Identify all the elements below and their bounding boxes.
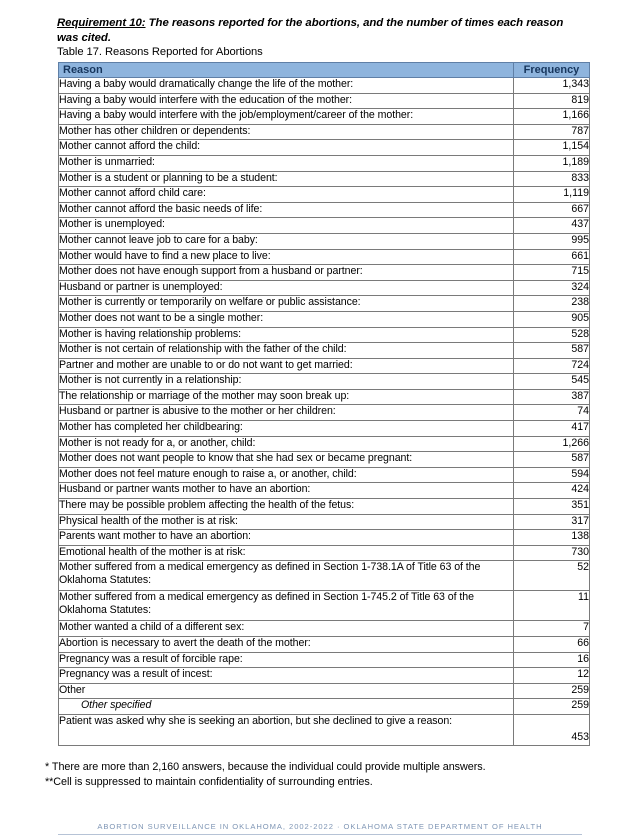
reason-cell: Mother cannot afford child care:	[59, 187, 514, 203]
reason-cell: Mother has completed her childbearing:	[59, 421, 514, 437]
frequency-cell: 16	[514, 652, 590, 668]
table-row	[59, 171, 590, 187]
table-row	[59, 514, 590, 530]
frequency-cell: 545	[514, 374, 590, 390]
table-row	[59, 155, 590, 171]
table-row	[59, 714, 590, 745]
reason-cell: Mother cannot afford the basic needs of life:	[59, 202, 514, 218]
table-row	[59, 78, 590, 94]
reason-cell: Mother is unemployed:	[59, 218, 514, 234]
frequency-cell: 259	[514, 699, 590, 715]
frequency-cell: 730	[514, 545, 590, 561]
reason-cell: Physical health of the mother is at risk:	[59, 514, 514, 530]
frequency-cell: 715	[514, 265, 590, 281]
frequency-cell: 417	[514, 421, 590, 437]
table-row	[59, 93, 590, 109]
reason-cell: Mother would have to find a new place to live:	[59, 249, 514, 265]
table-row	[59, 233, 590, 249]
footnote-item: **Cell is suppressed to maintain confidentiality of surrounding entries.	[45, 775, 373, 788]
frequency-cell: 238	[514, 296, 590, 312]
reason-cell: Other specified	[59, 699, 514, 715]
frequency-cell: 995	[514, 233, 590, 249]
reason-cell: Mother does not feel mature enough to raise a, or another, child:	[59, 467, 514, 483]
frequency-cell: 317	[514, 514, 590, 530]
frequency-cell: 324	[514, 280, 590, 296]
reason-cell: Partner and mother are unable to or do not want to get married:	[59, 358, 514, 374]
reason-cell: The relationship or marriage of the mother may soon break up:	[59, 389, 514, 405]
frequency-cell: 787	[514, 124, 590, 140]
frequency-cell: 594	[514, 467, 590, 483]
frequency-cell: 74	[514, 405, 590, 421]
table-row	[59, 683, 590, 699]
reason-cell: Husband or partner is unemployed:	[59, 280, 514, 296]
frequency-cell: 667	[514, 202, 590, 218]
reason-cell: Husband or partner wants mother to have an abortion:	[59, 483, 514, 499]
reason-cell: Mother does not want people to know that she had sex or became pregnant:	[59, 452, 514, 468]
reason-cell: Mother is currently or temporarily on welfare or public assistance:	[59, 296, 514, 312]
table-row	[59, 467, 590, 483]
table-row	[59, 311, 590, 327]
frequency-cell: 1,154	[514, 140, 590, 156]
frequency-cell: 528	[514, 327, 590, 343]
reason-cell: Husband or partner is abusive to the mother or her children:	[59, 405, 514, 421]
table-body	[59, 78, 590, 746]
reason-cell: Mother suffered from a medical emergency as defined in Section 1-738.1A of Title 63 of the Oklahoma Statutes:	[59, 561, 514, 591]
reason-cell: Mother is having relationship problems:	[59, 327, 514, 343]
frequency-cell: 259	[514, 683, 590, 699]
reason-cell: Mother does not want to be a single mother:	[59, 311, 514, 327]
frequency-cell: 11	[514, 591, 590, 621]
frequency-cell: 437	[514, 218, 590, 234]
frequency-cell: 1,189	[514, 155, 590, 171]
table-header	[59, 63, 590, 78]
table-header-row	[59, 63, 590, 78]
reason-cell: Having a baby would interfere with the education of the mother:	[59, 93, 514, 109]
reason-cell: Mother is not ready for a, or another, child:	[59, 436, 514, 452]
table-row	[59, 483, 590, 499]
reason-cell: Mother does not have enough support from a husband or partner:	[59, 265, 514, 281]
page-footer-text: ABORTION SURVEILLANCE IN OKLAHOMA, 2002-2022 · OKLAHOMA STATE DEPARTMENT OF HEALTH	[97, 822, 543, 831]
frequency-cell: 905	[514, 311, 590, 327]
frequency-cell: 587	[514, 343, 590, 359]
frequency-cell: 661	[514, 249, 590, 265]
table-row	[59, 389, 590, 405]
table-row	[59, 452, 590, 468]
reason-cell: Pregnancy was a result of incest:	[59, 668, 514, 684]
frequency-cell: 453	[514, 714, 590, 745]
reason-cell: Mother is not currently in a relationship:	[59, 374, 514, 390]
reason-cell: Mother cannot leave job to care for a baby:	[59, 233, 514, 249]
table-row	[59, 637, 590, 653]
requirement-heading	[57, 16, 587, 45]
table-row	[59, 280, 590, 296]
reason-cell: Mother is unmarried:	[59, 155, 514, 171]
footnote-item: * There are more than 2,160 answers, because the individual could provide multiple answers.	[45, 761, 486, 773]
table-row	[59, 374, 590, 390]
frequency-cell: 1,266	[514, 436, 590, 452]
reason-cell: Emotional health of the mother is at risk:	[59, 545, 514, 561]
table-row	[59, 218, 590, 234]
frequency-cell: 833	[514, 171, 590, 187]
table-row	[59, 109, 590, 125]
reason-cell: Other	[59, 683, 514, 699]
table-row	[59, 343, 590, 359]
reason-cell: Having a baby would dramatically change the life of the mother:	[59, 78, 514, 94]
column-header-reason: Reason	[59, 63, 514, 78]
table-row	[59, 652, 590, 668]
frequency-cell: 387	[514, 389, 590, 405]
page-footer	[0, 816, 640, 834]
table-row	[59, 327, 590, 343]
table-row	[59, 561, 590, 591]
table-caption: Table 17. Reasons Reported for Abortions	[57, 46, 263, 58]
table-row	[59, 140, 590, 156]
requirement-description: The reasons reported for the abortions, and the number of times each reason was cited.	[57, 17, 564, 44]
footer-divider	[58, 834, 582, 835]
frequency-cell: 424	[514, 483, 590, 499]
reason-cell: Parents want mother to have an abortion:	[59, 530, 514, 546]
reason-cell: Mother suffered from a medical emergency as defined in Section 1-745.2 of Title 63 of the Oklahoma Statutes:	[59, 591, 514, 621]
table-row	[59, 499, 590, 515]
frequency-cell: 819	[514, 93, 590, 109]
reason-cell: Patient was asked why she is seeking an abortion, but she declined to give a reason:	[59, 714, 514, 745]
requirement-label: Requirement 10:	[57, 17, 146, 30]
reasons-table	[58, 62, 590, 746]
frequency-cell: 52	[514, 561, 590, 591]
frequency-cell: 7	[514, 621, 590, 637]
reason-cell: There may be possible problem affecting the health of the fetus:	[59, 499, 514, 515]
table-row	[59, 421, 590, 437]
frequency-cell: 587	[514, 452, 590, 468]
footnotes	[45, 760, 590, 789]
reason-cell: Abortion is necessary to avert the death of the mother:	[59, 637, 514, 653]
table-row	[59, 436, 590, 452]
table-row	[59, 621, 590, 637]
table-row	[59, 187, 590, 203]
table-row	[59, 530, 590, 546]
table-row	[59, 124, 590, 140]
reason-cell: Mother is not certain of relationship with the father of the child:	[59, 343, 514, 359]
table-row	[59, 358, 590, 374]
table-row	[59, 296, 590, 312]
table-row	[59, 249, 590, 265]
table-row	[59, 202, 590, 218]
frequency-cell: 1,166	[514, 109, 590, 125]
reason-cell: Mother wanted a child of a different sex:	[59, 621, 514, 637]
frequency-cell: 1,119	[514, 187, 590, 203]
frequency-cell: 12	[514, 668, 590, 684]
frequency-cell: 1,343	[514, 78, 590, 94]
table-row	[59, 699, 590, 715]
reason-cell: Pregnancy was a result of forcible rape:	[59, 652, 514, 668]
reason-cell: Mother has other children or dependents:	[59, 124, 514, 140]
reason-cell: Mother is a student or planning to be a student:	[59, 171, 514, 187]
column-header-frequency: Frequency	[514, 63, 590, 78]
table-row	[59, 265, 590, 281]
frequency-cell: 724	[514, 358, 590, 374]
table-row	[59, 591, 590, 621]
frequency-cell: 66	[514, 637, 590, 653]
frequency-cell: 138	[514, 530, 590, 546]
table-row	[59, 405, 590, 421]
reason-cell: Having a baby would interfere with the job/employment/career of the mother:	[59, 109, 514, 125]
frequency-cell: 351	[514, 499, 590, 515]
reason-cell: Mother cannot afford the child:	[59, 140, 514, 156]
table-row	[59, 545, 590, 561]
table-row	[59, 668, 590, 684]
